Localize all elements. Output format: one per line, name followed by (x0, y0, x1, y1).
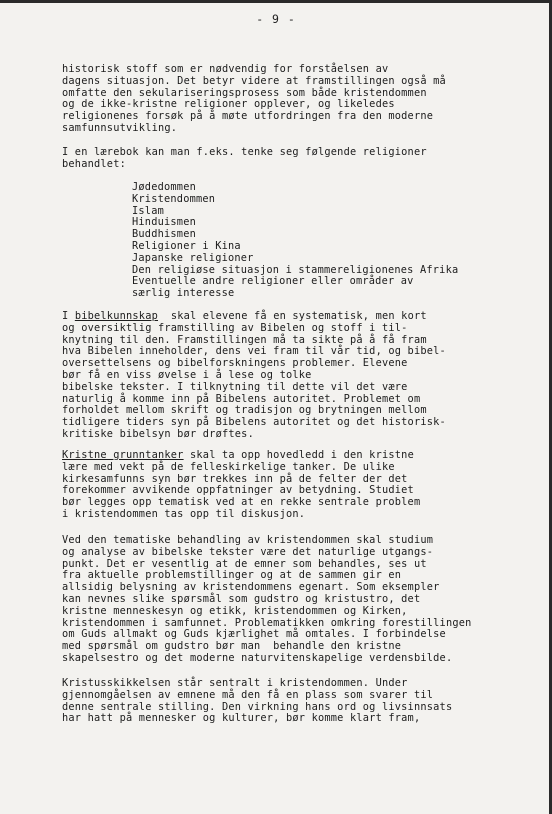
list-item: Eventuelle andre religioner eller områder av (132, 275, 414, 288)
text-line: Ved den tematiske behandling av kristendommen skal studium (62, 534, 434, 546)
list-item: Religioner i Kina (132, 239, 241, 252)
religion-list (132, 182, 532, 300)
list-item: Hinduismen (132, 216, 196, 229)
text-line: bibelske tekster. I tilknytning til dette vil det være (62, 380, 408, 393)
text-line: historisk stoff som er nødvendig for forståelsen av (62, 63, 389, 75)
page-number: - 9 - (256, 12, 296, 26)
section-heading-grunntanker: Kristne grunntanker (62, 449, 184, 461)
text-line: I en lærebok kan man f.eks. tenke seg følgende religioner (62, 146, 427, 158)
text-line: om Guds allmakt og Guds kjærlighet må omtales. I forbindelse (62, 628, 446, 641)
text-line: med spørsmål om gudstro bør man behandle den kristne (62, 640, 402, 653)
text-line: har hatt på mennesker og kulturer, bør komme klart fram, (62, 712, 421, 725)
text-line: skapelsestro og det moderne naturvitenskapelige verdensbilde. (62, 651, 453, 664)
text-line: hva Bibelen inneholder, dens vei fram til vår tid, og bibel- (62, 345, 446, 358)
text-line: tidligere tiders syn på Bibelens autoritet og det historisk- (62, 416, 446, 429)
text-line: knytning til den. Framstillingen må ta sikte på å få fram (62, 333, 427, 346)
text-line: punkt. Det er vesentlig at de emner som behandles, ses ut (62, 557, 427, 570)
text-line: i kristendommen tas opp til diskusjon. (62, 507, 306, 520)
text-fragment: I (62, 310, 75, 322)
text-line: forekommer avvikende oppfatninger av betydning. Studiet (62, 484, 414, 497)
text-line: kirkesamfunns syn bør trekkes inn på de felter der det (62, 472, 408, 485)
text-line: og analyse av bibelske tekster være det naturlige utgangs- (62, 545, 434, 558)
text-line: Kristusskikkelsen står sentralt i kristendommen. Under (62, 677, 408, 689)
text-fragment: skal ta opp hovedledd i den kristne (183, 449, 414, 461)
text-line: og oversiktlig framstilling av Bibelen og stoff i til- (62, 321, 408, 334)
paragraph-bible-knowledge (62, 311, 532, 441)
list-item: Japanske religioner (132, 251, 254, 264)
paragraph-thematic-treatment (62, 535, 532, 665)
text-line: dagens situasjon. Det betyr videre at framstillingen også må (62, 74, 446, 87)
text-line: religionenes forsøk på å møte utfordringen fra den moderne (62, 110, 434, 123)
list-item: Den religiøse situasjon i stammereligionenes Afrika (132, 263, 459, 276)
text-line: kristendommen i samfunnet. Problematikken omkring forestillingen (62, 616, 472, 629)
scan-edge-top (0, 0, 552, 3)
list-item: Buddhismen (132, 228, 196, 241)
section-heading-bibelkunnskap: bibelkunnskap (74, 310, 159, 322)
text-line: kritiske bibelsyn bør drøftes. (62, 427, 254, 440)
text-line: kan nevnes slike spørsmål som gudstro og kristustro, det (62, 592, 421, 605)
text-line: bør legges opp tematisk ved at en rekke sentrale problem (62, 496, 421, 509)
paragraph-christ-figure (62, 678, 532, 725)
list-item: Jødedommen (132, 181, 196, 193)
list-item: Islam (132, 204, 164, 217)
text-line: behandlet: (62, 157, 126, 170)
text-fragment: skal elevene få en systematisk, men kort (158, 310, 427, 322)
text-line: oversettelsens og bibelforskningens problemer. Elevene (62, 357, 408, 370)
text-line: bør få en viss øvelse i å lese og tolke (62, 368, 312, 381)
text-line: forholdet mellom skrift og tradisjon og brytningen mellom (62, 404, 427, 417)
text-line: allsidig belysning av kristendommens egenart. Som eksempler (62, 581, 440, 594)
text-line: kristne menneskesyn og etikk, kristendommen og Kirken, (62, 604, 408, 617)
text-line: denne sentrale stilling. Den virkning hans ord og livsinnsats (62, 700, 453, 713)
text-line: og de ikke-kristne religioner opplever, og likeledes (62, 98, 395, 111)
paragraph-historical-material (62, 64, 532, 135)
paragraph-textbook-intro (62, 147, 532, 171)
text-line: samfunnsutvikling. (62, 121, 178, 134)
list-item: særlig interesse (132, 287, 235, 300)
text-line: omfatte den sekulariseringsprosess som både kristendommen (62, 86, 427, 99)
text-line: naturlig å komme inn på Bibelens autoritet. Problemet om (62, 392, 421, 405)
text-line: gjennomgåelsen av emnene må den få en plass som svarer til (62, 688, 434, 701)
text-line: fra aktuelle problemstillinger og at de sammen gir en (62, 569, 402, 582)
list-item: Kristendommen (132, 192, 216, 205)
paragraph-christian-doctrine (62, 450, 532, 521)
text-line: lære med vekt på de felleskirkelige tanker. De ulike (62, 460, 395, 473)
